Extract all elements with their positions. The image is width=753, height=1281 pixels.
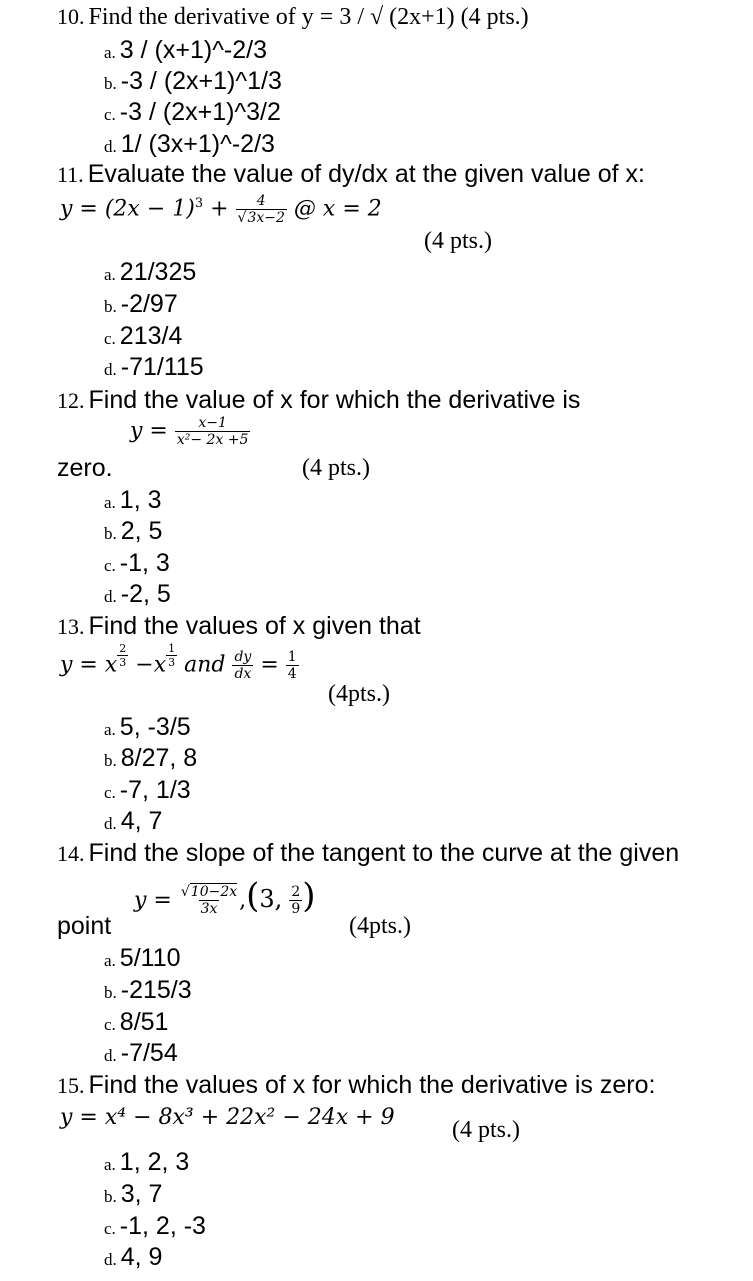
option-12c[interactable]: c. -1, 3 — [104, 549, 170, 577]
option-14b[interactable]: b. -215/3 — [104, 976, 192, 1004]
question-11 — [57, 160, 645, 189]
option-letter: c. — [104, 105, 116, 124]
question-number: 11. — [57, 162, 84, 187]
option-letter: d. — [104, 137, 117, 156]
option-11d[interactable]: d. -71/115 — [104, 353, 204, 381]
question-15 — [57, 1071, 655, 1100]
option-15b[interactable]: b. 3, 7 — [104, 1180, 163, 1208]
option-10c[interactable] — [104, 98, 281, 127]
option-letter: a. — [104, 43, 116, 62]
question-13 — [57, 612, 421, 641]
option-11c[interactable]: c. 213/4 — [104, 322, 183, 350]
option-15c[interactable]: c. -1, 2, -3 — [104, 1212, 206, 1240]
option-13a[interactable]: a. 5, -3/5 — [104, 713, 191, 741]
option-15a[interactable]: a. 1, 2, 3 — [104, 1148, 190, 1176]
question-number: 13. — [57, 614, 85, 639]
question-number: 14. — [57, 841, 85, 866]
question-text-cont: zero. — [57, 454, 113, 482]
option-text: -3 / (2x+1)^1/3 — [120, 67, 282, 95]
option-text: 1/ (3x+1)^-2/3 — [120, 130, 275, 158]
points-label: (4pts.) — [328, 681, 390, 707]
formula-15: y = x⁴ − 8x³ + 22x² − 24x + 9 — [60, 1105, 395, 1130]
question-number: 12. — [57, 388, 85, 413]
question-14 — [57, 839, 679, 868]
option-13b[interactable]: b. 8/27, 8 — [104, 744, 198, 772]
option-11a[interactable]: a. 21/325 — [104, 258, 197, 286]
option-15d[interactable]: d. 4, 9 — [104, 1243, 163, 1271]
points-label: (4pts.) — [349, 913, 411, 939]
option-14d[interactable]: d. -7/54 — [104, 1039, 178, 1067]
option-14a[interactable]: a. 5/110 — [104, 944, 181, 972]
question-text: Find the values of x for which the derivative is zero: — [88, 1071, 656, 1099]
question-text: Find the value of x for which the derivative is — [88, 386, 581, 414]
option-12a[interactable]: a. 1, 3 — [104, 486, 162, 514]
question-text: Find the slope of the tangent to the curve at the given — [88, 839, 680, 867]
question-text: Find the values of x given that — [88, 612, 421, 640]
question-text: Find the derivative of y = 3 / √ (2x+1) (4 pts.) — [88, 4, 529, 30]
question-text: Evaluate the value of dy/dx at the given value of x: — [87, 160, 645, 188]
formula-12: y = $\frac{x-1}{\text{x²− 2x +5}}$ — [130, 415, 249, 448]
option-text: -3 / (2x+1)^3/2 — [119, 98, 281, 126]
option-text: 3 / (x+1)^-2/3 — [119, 36, 268, 64]
option-13d[interactable]: d. 4, 7 — [104, 807, 163, 835]
formula-11: $y = (2x - 1)^3$ + $\frac{4}{√3x-2}$ @ x = 2 — [60, 193, 382, 226]
option-letter: b. — [104, 74, 117, 93]
question-10 — [57, 4, 529, 31]
question-text-cont: point — [57, 912, 112, 940]
points-label: (4 pts.) — [424, 228, 492, 254]
question-number: 10. — [57, 4, 85, 29]
formula-13: y = x $\frac{2}{3}$ −x $\frac{1}{3}$ and $\frac{dy}{dx}$ = $\frac{1}{4}$ — [60, 642, 297, 682]
option-10b[interactable] — [104, 67, 282, 96]
option-10a[interactable] — [104, 36, 267, 65]
question-number: 15. — [57, 1073, 85, 1098]
points-label: (4 pts.) — [302, 455, 370, 481]
option-12d[interactable]: d. -2, 5 — [104, 580, 171, 608]
option-12b[interactable]: b. 2, 5 — [104, 517, 163, 545]
option-11b[interactable]: b. -2/97 — [104, 290, 178, 318]
option-10d[interactable] — [104, 130, 275, 159]
option-14c[interactable]: c. 8/51 — [104, 1008, 169, 1036]
option-13c[interactable]: c. -7, 1/3 — [104, 776, 191, 804]
formula-14: y = $\frac{√10-2x}{3x}$ ,(3, $\frac{2}{9}$ ) — [134, 876, 316, 917]
points-label: (4 pts.) — [452, 1117, 520, 1143]
question-12 — [57, 386, 580, 415]
